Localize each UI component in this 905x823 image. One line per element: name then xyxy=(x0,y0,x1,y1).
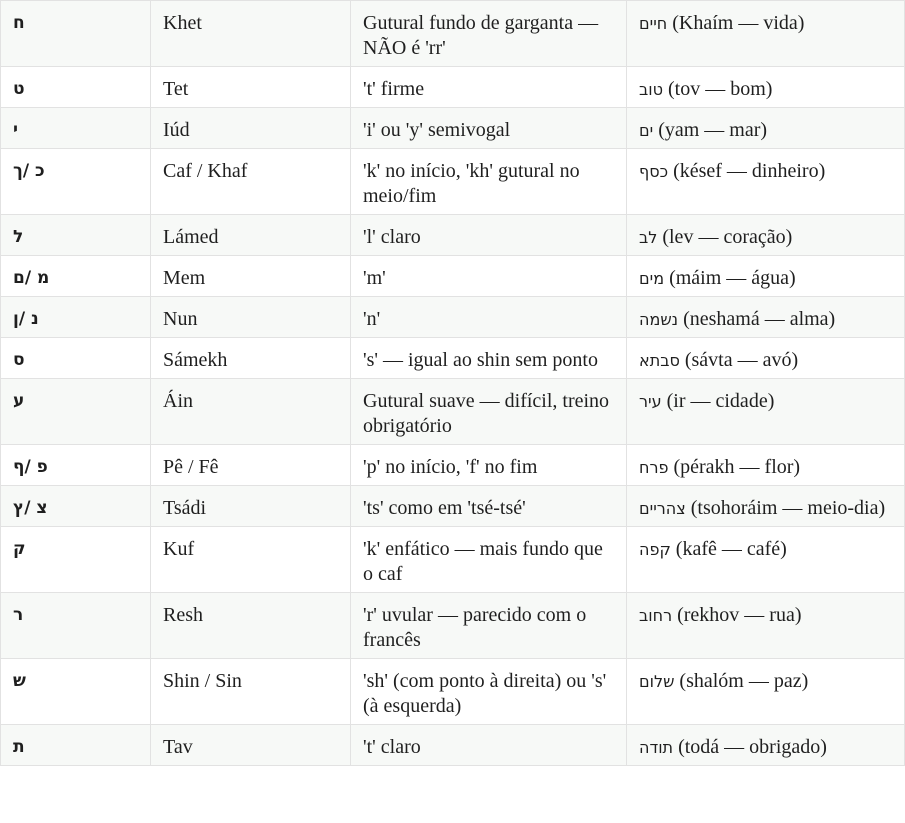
hebrew-letter-cell: ל xyxy=(1,215,151,256)
letter-name-cell: Nun xyxy=(151,297,351,338)
letter-name-cell: Tav xyxy=(151,725,351,766)
example-cell xyxy=(627,486,905,527)
hebrew-letter-cell: מ /ם xyxy=(1,256,151,297)
table-row xyxy=(1,527,905,593)
hebrew-letter-cell: נ /ן xyxy=(1,297,151,338)
hebrew-letter-cell: ש xyxy=(1,659,151,725)
hebrew-letter-cell: י xyxy=(1,108,151,149)
example-cell xyxy=(627,338,905,379)
example-translation: (lev — coração) xyxy=(657,226,793,248)
pronunciation-cell: 'n' xyxy=(351,297,627,338)
pronunciation-cell: Gutural fundo de garganta — NÃO é 'rr' xyxy=(351,1,627,67)
letter-name-cell: Tet xyxy=(151,67,351,108)
letter-name-cell: Caf / Khaf xyxy=(151,149,351,215)
hebrew-letter-cell: ק xyxy=(1,527,151,593)
pronunciation-cell: 't' firme xyxy=(351,67,627,108)
example-hebrew-word: עיר xyxy=(639,392,662,411)
letter-name-cell: Kuf xyxy=(151,527,351,593)
pronunciation-cell: 'l' claro xyxy=(351,215,627,256)
table-row xyxy=(1,256,905,297)
example-hebrew-word: כסף xyxy=(639,162,669,181)
example-hebrew-word: סבתא xyxy=(639,351,680,370)
example-hebrew-word: שלום xyxy=(639,672,675,691)
example-cell xyxy=(627,725,905,766)
example-translation: (shalóm — paz) xyxy=(674,670,809,692)
pronunciation-cell: 't' claro xyxy=(351,725,627,766)
table-row xyxy=(1,297,905,338)
table-row xyxy=(1,108,905,149)
example-cell xyxy=(627,593,905,659)
example-cell xyxy=(627,108,905,149)
hebrew-letter-cell: צ /ץ xyxy=(1,486,151,527)
example-hebrew-word: נשמה xyxy=(639,310,679,329)
example-hebrew-word: ים xyxy=(639,121,654,140)
table-row xyxy=(1,1,905,67)
example-translation: (pérakh — flor) xyxy=(668,456,801,478)
table-row xyxy=(1,593,905,659)
example-translation: (tsohoráim — meio-dia) xyxy=(685,497,886,519)
example-translation: (tov — bom) xyxy=(662,78,773,100)
letter-name-cell: Sámekh xyxy=(151,338,351,379)
example-cell xyxy=(627,445,905,486)
pronunciation-cell: 'k' no início, 'kh' gutural no meio/fim xyxy=(351,149,627,215)
table-row xyxy=(1,659,905,725)
example-hebrew-word: צהריים xyxy=(639,499,686,518)
example-translation: (Khaím — vida) xyxy=(667,12,805,34)
pronunciation-cell: 'k' enfático — mais fundo que o caf xyxy=(351,527,627,593)
example-cell xyxy=(627,297,905,338)
example-translation: (neshamá — alma) xyxy=(678,308,836,330)
example-hebrew-word: חיים xyxy=(639,14,668,33)
table-row xyxy=(1,486,905,527)
hebrew-letter-cell: ע xyxy=(1,379,151,445)
pronunciation-cell: 'r' uvular — parecido com o francês xyxy=(351,593,627,659)
hebrew-letter-cell: ר xyxy=(1,593,151,659)
hebrew-letter-cell: ט xyxy=(1,67,151,108)
example-hebrew-word: רחוב xyxy=(639,606,673,625)
pronunciation-cell: 'ts' como em 'tsé-tsé' xyxy=(351,486,627,527)
example-translation: (kafê — café) xyxy=(670,538,787,560)
example-hebrew-word: מים xyxy=(639,269,665,288)
example-translation: (ir — cidade) xyxy=(661,390,775,412)
table-row xyxy=(1,67,905,108)
example-translation: (rekhov — rua) xyxy=(672,604,802,626)
example-cell xyxy=(627,1,905,67)
hebrew-letter-cell: ת xyxy=(1,725,151,766)
example-translation: (todá — obrigado) xyxy=(673,736,827,758)
hebrew-letter-cell: ח xyxy=(1,1,151,67)
example-translation: (késef — dinheiro) xyxy=(668,160,826,182)
example-translation: (máim — água) xyxy=(664,267,796,289)
example-cell xyxy=(627,256,905,297)
letter-name-cell: Áin xyxy=(151,379,351,445)
example-cell xyxy=(627,67,905,108)
table-body xyxy=(1,1,905,766)
example-cell xyxy=(627,659,905,725)
hebrew-letter-cell: פ /ף xyxy=(1,445,151,486)
table-row xyxy=(1,379,905,445)
example-cell xyxy=(627,215,905,256)
table-row xyxy=(1,338,905,379)
hebrew-letter-cell: ס xyxy=(1,338,151,379)
example-hebrew-word: קפה xyxy=(639,540,671,559)
pronunciation-cell: 'sh' (com ponto à direita) ou 's' (à esquerda) xyxy=(351,659,627,725)
letter-name-cell: Shin / Sin xyxy=(151,659,351,725)
letter-name-cell: Pê / Fê xyxy=(151,445,351,486)
table-row xyxy=(1,445,905,486)
example-cell xyxy=(627,379,905,445)
letter-name-cell: Tsádi xyxy=(151,486,351,527)
hebrew-letter-cell: כ /ך xyxy=(1,149,151,215)
example-cell xyxy=(627,149,905,215)
pronunciation-cell: 's' — igual ao shin sem ponto xyxy=(351,338,627,379)
table-row xyxy=(1,215,905,256)
example-translation: (yam — mar) xyxy=(653,119,768,141)
letter-name-cell: Mem xyxy=(151,256,351,297)
pronunciation-cell: 'p' no início, 'f' no fim xyxy=(351,445,627,486)
example-translation: (sávta — avó) xyxy=(679,349,799,371)
pronunciation-cell: 'm' xyxy=(351,256,627,297)
table-row xyxy=(1,149,905,215)
example-cell xyxy=(627,527,905,593)
example-hebrew-word: פרח xyxy=(639,458,669,477)
letter-name-cell: Lámed xyxy=(151,215,351,256)
pronunciation-cell: 'i' ou 'y' semivogal xyxy=(351,108,627,149)
table-row xyxy=(1,725,905,766)
letter-name-cell: Iúd xyxy=(151,108,351,149)
letter-name-cell: Khet xyxy=(151,1,351,67)
pronunciation-cell: Gutural suave — difícil, treino obrigatório xyxy=(351,379,627,445)
example-hebrew-word: טוב xyxy=(639,80,663,99)
example-hebrew-word: תודה xyxy=(639,738,674,757)
letter-name-cell: Resh xyxy=(151,593,351,659)
example-hebrew-word: לב xyxy=(639,228,658,247)
